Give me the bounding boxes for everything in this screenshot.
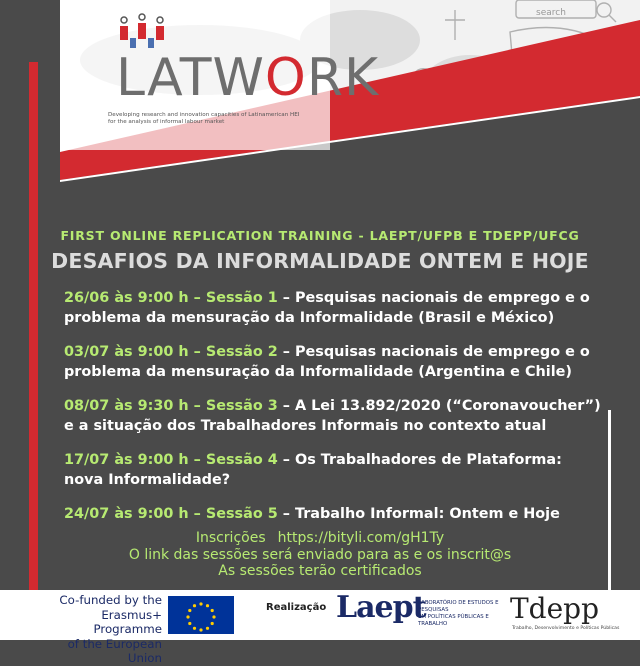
header-banner: [0, 0, 640, 218]
session-description: – Pesquisas nacionais de emprego e o problema da mensuração da Informalidade (Brasil e México): [64, 290, 590, 326]
sessions-list: [64, 288, 604, 538]
session-date: 08/07 às 9:30 h – Sessão 3: [64, 398, 278, 414]
latwork-logo: [78, 12, 398, 132]
erasmus-cofund-text: [36, 593, 162, 666]
registration-line: [0, 530, 640, 547]
session-item: [64, 504, 604, 524]
laept-desc-line-2: EM POLÍTICAS PÚBLICAS E TRABALHO: [418, 614, 489, 627]
certificate-note: As sessões terão certificados: [218, 563, 422, 579]
eu-flag-icon: [168, 596, 234, 634]
session-date: 17/07 às 9:00 h – Sessão 4: [64, 452, 278, 468]
footer-partners: [0, 590, 640, 665]
tagline-line-2: for the analysis of informal labour market: [108, 119, 225, 125]
tdepp-description: Trabalho, Desenvolvimento e Políticas Públicas: [512, 626, 620, 631]
session-item: [64, 288, 604, 328]
session-item: [64, 396, 604, 436]
session-date: 03/07 às 9:00 h – Sessão 2: [64, 344, 278, 360]
session-description: – Os Trabalhadores de Plataforma: nova Informalidade?: [64, 452, 562, 488]
session-date: 24/07 às 9:00 h – Sessão 5: [64, 506, 278, 522]
session-description: – Pesquisas nacionais de emprego e o problema da mensuração da Informalidade (Argentina e Chile): [64, 344, 590, 380]
latwork-wordmark: [116, 48, 380, 108]
session-date: 26/06 às 9:00 h – Sessão 1: [64, 290, 278, 306]
logo-word-latw: LATW: [116, 48, 265, 108]
realizacao-label: Realização: [266, 602, 327, 613]
laept-desc-line-1: LABORATÓRIO DE ESTUDOS E PESQUISAS: [418, 600, 499, 613]
registration-info: [0, 530, 640, 580]
session-link-note: O link das sessões será enviado para as e os inscrit@s: [128, 546, 512, 563]
logo-word-o: O: [264, 48, 307, 108]
registration-link[interactable]: https://bityli.com/gH1Ty: [277, 530, 445, 546]
training-headline: FIRST ONLINE REPLICATION TRAINING - LAEPT/UFPB E TDEPP/UFCG: [60, 228, 580, 243]
session-description: – A Lei 13.892/2020 (“Coronavoucher”) e a situação dos Trabalhadores Informais no contexto atual: [64, 398, 601, 434]
cofund-line-2: Erasmus+ Programme: [93, 607, 162, 636]
search-doodle-text: search: [536, 8, 566, 18]
tdepp-logo: Tdepp: [510, 592, 600, 625]
tagline-line-1: Developing research and innovation capacities of Latinamerican HEI: [108, 112, 300, 118]
logo-word-rk: RK: [306, 48, 380, 108]
cofund-line-1: Co-funded by the: [59, 593, 162, 607]
laept-description: [418, 600, 510, 628]
cofund-line-3: of the European Union: [67, 636, 162, 665]
laept-logo: Laept: [336, 590, 426, 625]
latwork-tagline: [108, 112, 368, 126]
event-title: DESAFIOS DA INFORMALIDADE ONTEM E HOJE: [51, 249, 589, 273]
registration-label: Inscrições: [195, 530, 266, 546]
session-description: – Trabalho Informal: Ontem e Hoje: [277, 506, 560, 522]
left-accent-bar: [29, 62, 38, 596]
session-item: [64, 342, 604, 382]
session-item: [64, 450, 604, 490]
